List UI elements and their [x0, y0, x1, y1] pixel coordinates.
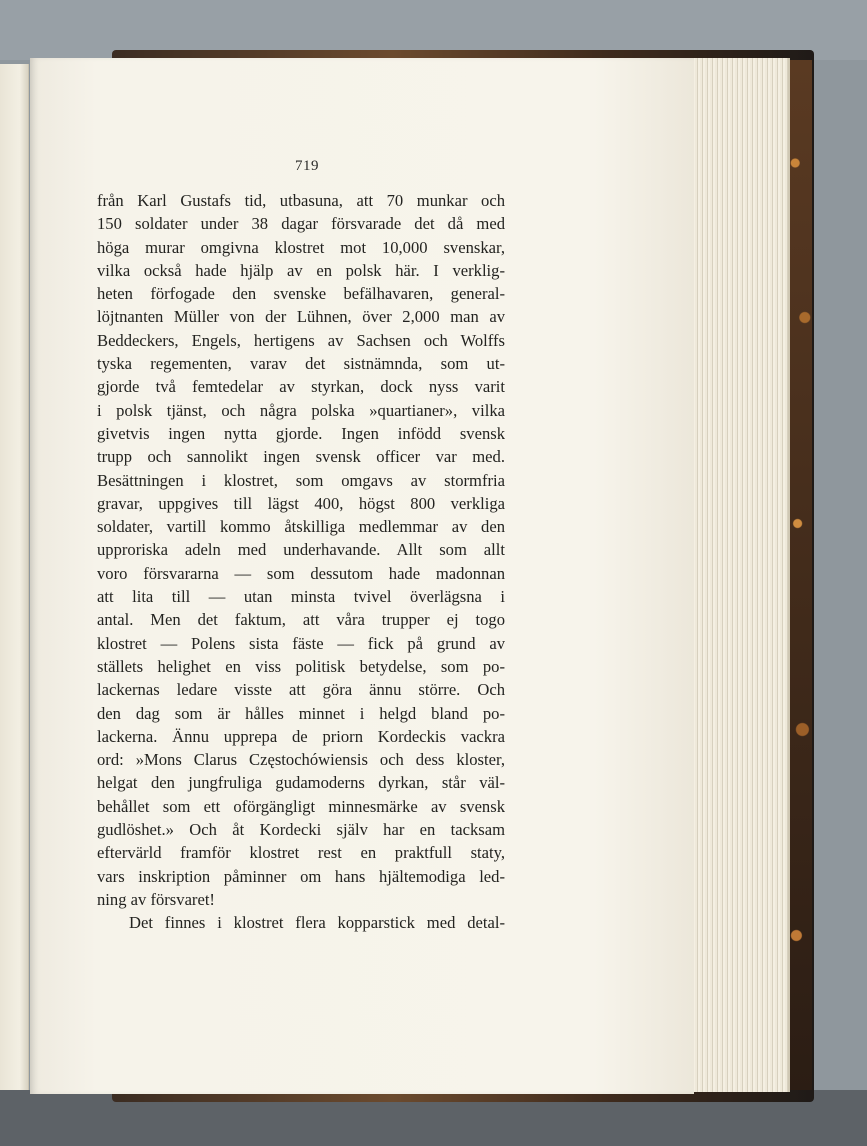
text-line: trupp och sannolikt ingen svensk officer var med.	[97, 447, 505, 467]
text-line: den dag som är hålles minnet i helgd bland po-	[97, 703, 505, 723]
text-line: från Karl Gustafs tid, utbasuna, att 70 munkar och	[97, 191, 505, 210]
text-line: heten förfogade den svenske befälhavaren, general-	[97, 284, 505, 304]
text-line: eftervärld framför klostret rest en praktfull staty,	[97, 843, 505, 863]
text-line: ning av försvaret!	[97, 889, 215, 909]
text-line: tyska regementen, varav det sistnämnda, som ut-	[97, 354, 505, 374]
text-line: lackernas ledare visste att göra ännu större. Och	[97, 680, 505, 700]
text-line: voro försvararna — som dessutom hade madonnan	[97, 563, 505, 583]
text-line: klostret — Polens sista fäste — fick på grund av	[97, 633, 505, 653]
text-line: antal. Men det faktum, att våra trupper ej togo	[97, 610, 505, 630]
text-line: löjtnanten Müller von der Lühnen, över 2,000 man av	[97, 307, 505, 327]
text-line: lackerna. Ännu upprepa de priorn Kordeckis vackra	[97, 726, 505, 746]
text-line: vars inskription påminner om hans hjältemodiga led-	[97, 866, 505, 886]
text-line: soldater, vartill kommo åtskilliga medlemmar av den	[97, 517, 505, 537]
text-line: Besättningen i klostret, som omgavs av stormfria	[97, 470, 505, 490]
page-stack-edges	[690, 58, 790, 1092]
text-line: gudlöshet.» Och åt Kordecki själv har en tacksam	[97, 820, 505, 840]
body-text	[97, 189, 505, 935]
text-line: helgat den jungfruliga gudamoderns dyrkan, står väl-	[97, 773, 505, 793]
text-line: behållet som ett oförgängligt minnesmärke av svensk	[97, 796, 505, 816]
text-line: att lita till — utan minsta tvivel överlägsna i	[97, 587, 505, 607]
text-line: vilka också hade hjälp av en polsk här. I verklig-	[97, 260, 505, 280]
text-line: gravar, uppgives till lägst 400, högst 800 verkliga	[97, 493, 505, 513]
text-line: gjorde två femtedelar av styrkan, dock nyss varit	[97, 377, 505, 397]
page-number: 719	[295, 158, 319, 174]
text-line: upproriska adeln med underhavande. Allt som allt	[97, 540, 505, 560]
text-line: ställets helighet en viss politisk betydelse, som po-	[97, 656, 505, 676]
text-line: ord: »Mons Clarus Częstochówiensis och dess kloster,	[97, 750, 505, 770]
text-line: i polsk tjänst, och några polska »quartianer», vilka	[97, 400, 505, 420]
text-line: Det finnes i klostret flera kopparstick med detal-	[129, 913, 505, 933]
text-line: höga murar omgivna klostret mot 10,000 svenskar,	[97, 237, 505, 257]
text-line: Beddeckers, Engels, hertigens av Sachsen och Wolffs	[97, 330, 505, 350]
text-line: 150 soldater under 38 dagar försvarade det då med	[97, 214, 505, 234]
left-page-edge	[0, 64, 29, 1090]
text-line: givetvis ingen nytta gjorde. Ingen infödd svensk	[97, 423, 505, 443]
marbled-cover-edge	[788, 60, 812, 1090]
